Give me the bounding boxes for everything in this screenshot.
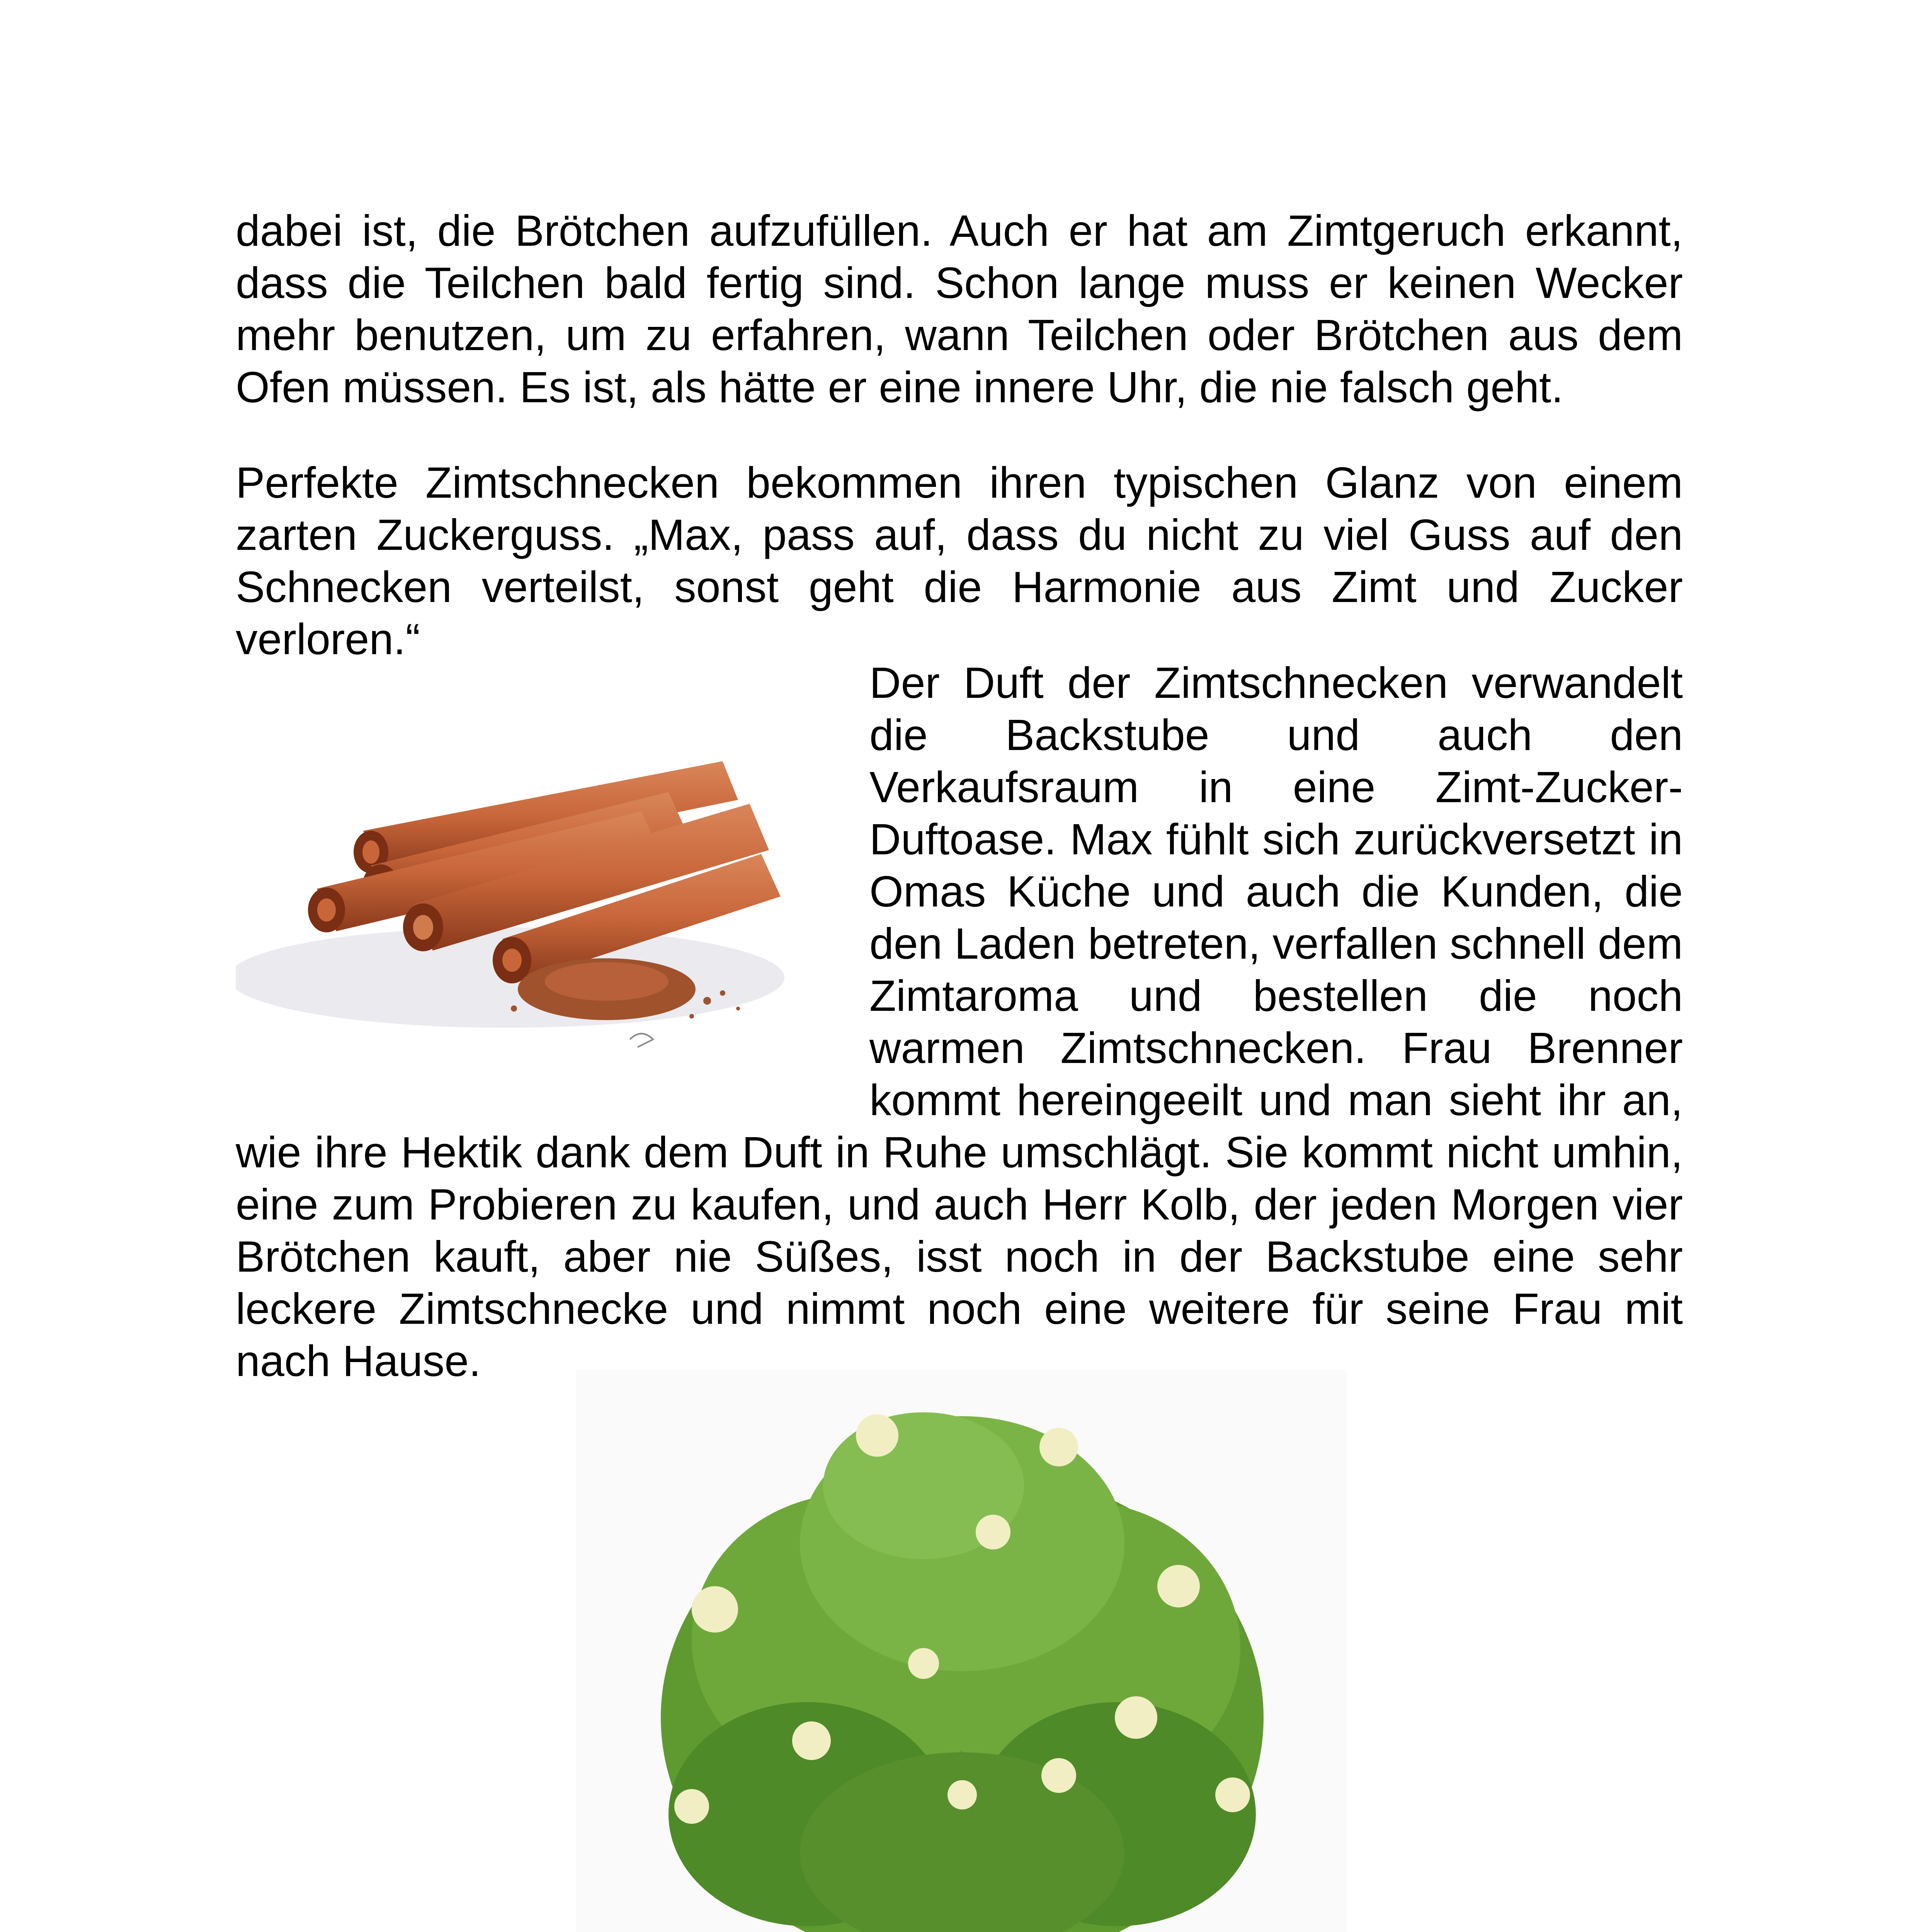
paragraph-2: Perfekte Zimtschnecken bekommen ihren typischen Glanz von einem zarten Zuckerguss. „Max, pass auf, dass du nicht zu viel Guss auf den Schnecken verteilst, sonst geht die Harmonie aus Zimt und Zucker verloren.“	[236, 458, 1683, 663]
cinnamon-sticks-illustration	[236, 657, 846, 1121]
paragraph-1: dabei ist, die Brötchen aufzufüllen. Auch er hat am Zimtgeruch erkannt, dass die Teilchen bald fertig sind. Schon lange muss er keinen Wecker mehr benutzen, um zu erfahren, wann Teilchen oder Brötchen aus dem Ofen müssen. Es ist, als hätte er eine innere Uhr, die nie falsch geht.	[236, 206, 1683, 412]
paragraph-3-with-figure	[236, 657, 1683, 1387]
paragraph-3: Der Duft der Zimtschnecken verwandelt die Backstube und auch den Verkaufsraum in eine Zimt-Zucker-Duftoase. Max fühlt sich zurückversetzt in Omas Küche und auch die Kunden, die den Laden betreten, verfallen schnell dem Zimtaroma und bestellen die noch warmen Zimtschnecken. Frau Brenner kommt hereingeeilt und man sieht ihr an, wie ihre Hektik dank dem Duft in Ruhe umschlägt. Sie kommt nicht umhin, eine zum Probieren zu kaufen, und auch Herr Kolb, der jeden Morgen vier Brötchen kauft, aber nie Süßes, isst noch in der Backstube eine sehr leckere Zimtschnecke und nimmt noch eine weitere für seine Frau mit nach Hause.	[236, 658, 1683, 1385]
cinnamon-tree-illustration	[576, 1370, 1347, 1932]
